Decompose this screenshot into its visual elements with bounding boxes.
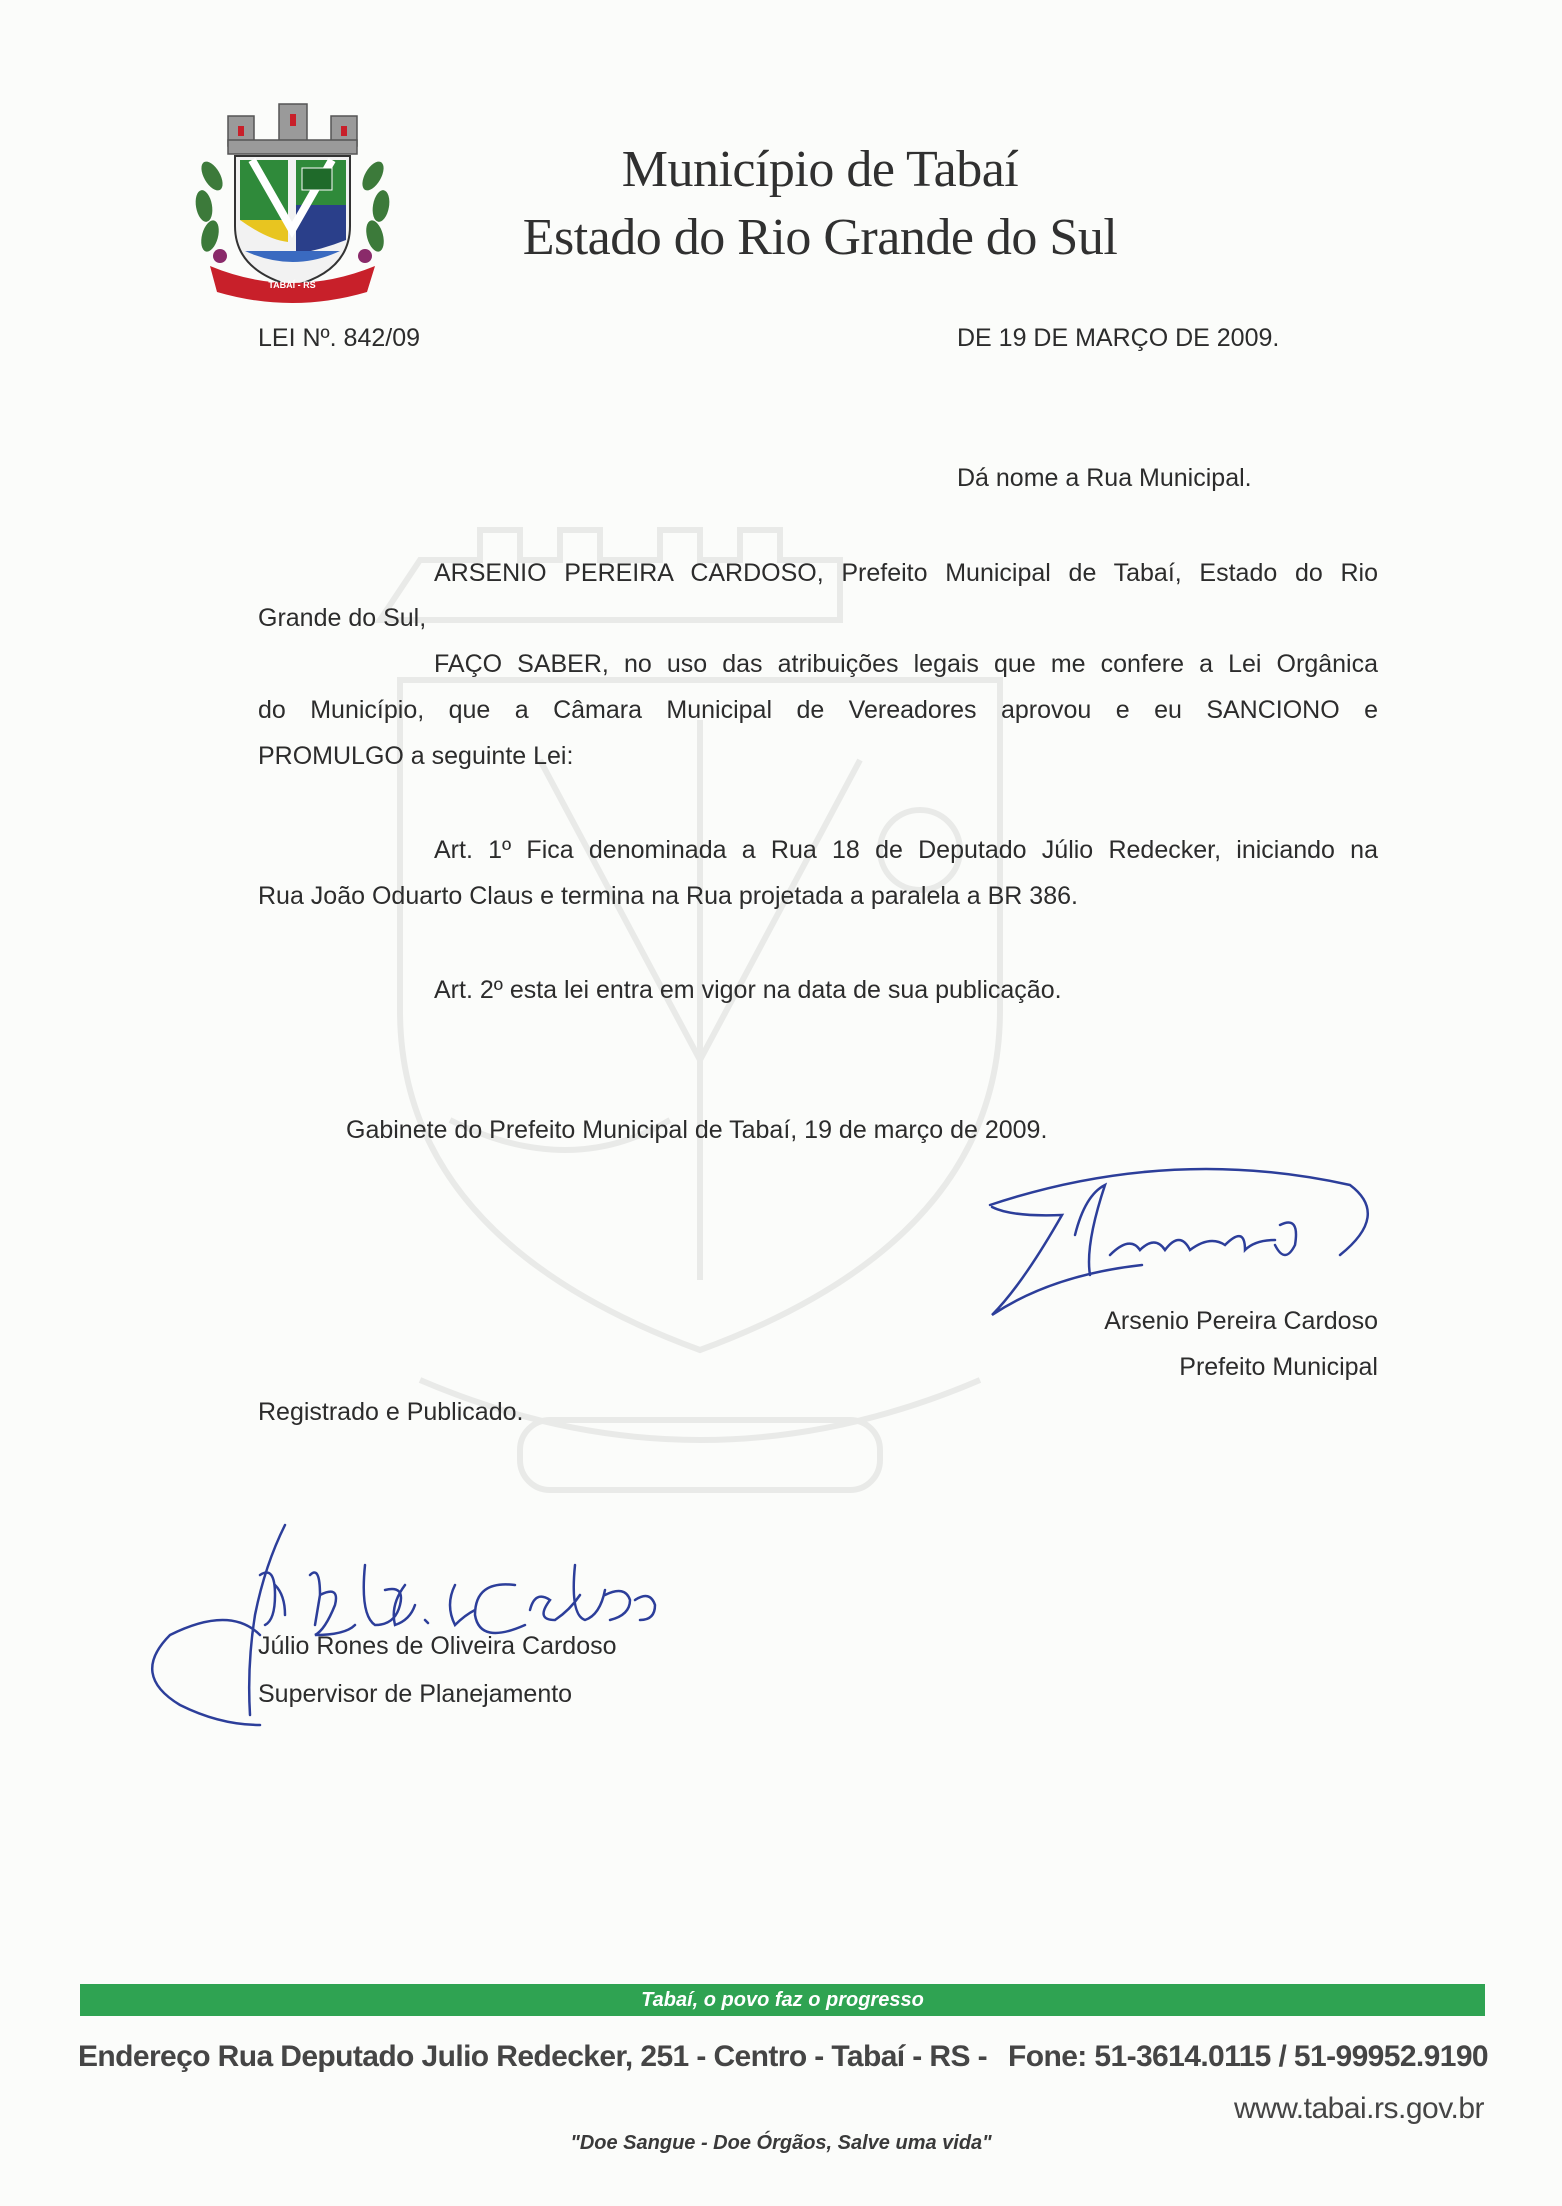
footer-tagline-bar: Tabaí, o povo faz o progresso (80, 1984, 1485, 2016)
footer-address: Endereço Rua Deputado Julio Redecker, 251 - Centro - Tabaí - RS - (78, 2040, 987, 2073)
paragraph-mayor-line1: ARSENIO PEREIRA CARDOSO, Prefeito Municipal de Tabaí, Estado do Rio (434, 559, 1378, 587)
law-summary: Dá nome a Rua Municipal. (957, 464, 1252, 492)
svg-text:TABAÍ - RS: TABAÍ - RS (268, 280, 316, 290)
law-number: LEI Nº. 842/09 (258, 324, 421, 352)
supervisor-name: Júlio Rones de Oliveira Cardoso (258, 1632, 617, 1660)
registered-published: Registrado e Publicado. (258, 1398, 524, 1426)
closing-statement: Gabinete do Prefeito Municipal de Tabaí, 19 de março de 2009. (346, 1116, 1048, 1144)
municipality-title: Município de Tabaí (621, 141, 1019, 198)
mayor-name: Arsenio Pereira Cardoso (1104, 1307, 1378, 1335)
supervisor-title: Supervisor de Planejamento (258, 1680, 573, 1708)
footer-address-line (78, 2040, 1488, 2074)
mayor-signature (980, 1155, 1390, 1325)
paragraph-faco-saber-line1: FAÇO SABER, no uso das atribuições legais que me confere a Lei Orgânica (434, 650, 1378, 678)
article-2: Art. 2º esta lei entra em vigor na data de sua publicação. (434, 976, 1062, 1004)
paragraph-faco-saber-line3: PROMULGO a seguinte Lei: (258, 742, 574, 770)
paragraph-faco-saber-line2: do Município, que a Câmara Municipal de Vereadores aprovou e eu SANCIONO e (258, 696, 1378, 724)
footer-slogan: "Doe Sangue - Doe Órgãos, Salve uma vida" (570, 2132, 992, 2154)
footer-phone: Fone: 51-3614.0115 / 51-99952.9190 (1008, 2040, 1488, 2073)
municipal-crest-logo (190, 96, 395, 311)
article-1-line2: Rua João Oduarto Claus e termina na Rua projetada a paralela a BR 386. (258, 882, 1078, 910)
article-1-line1: Art. 1º Fica denominada a Rua 18 de Deputado Júlio Redecker, iniciando na (434, 836, 1378, 864)
law-date: DE 19 DE MARÇO DE 2009. (957, 324, 1280, 352)
paragraph-mayor-line2: Grande do Sul, (258, 604, 427, 632)
state-subtitle: Estado do Rio Grande do Sul (522, 209, 1118, 266)
mayor-title: Prefeito Municipal (1179, 1353, 1378, 1381)
footer-website-link[interactable]: www.tabai.rs.gov.br (1233, 2092, 1484, 2125)
